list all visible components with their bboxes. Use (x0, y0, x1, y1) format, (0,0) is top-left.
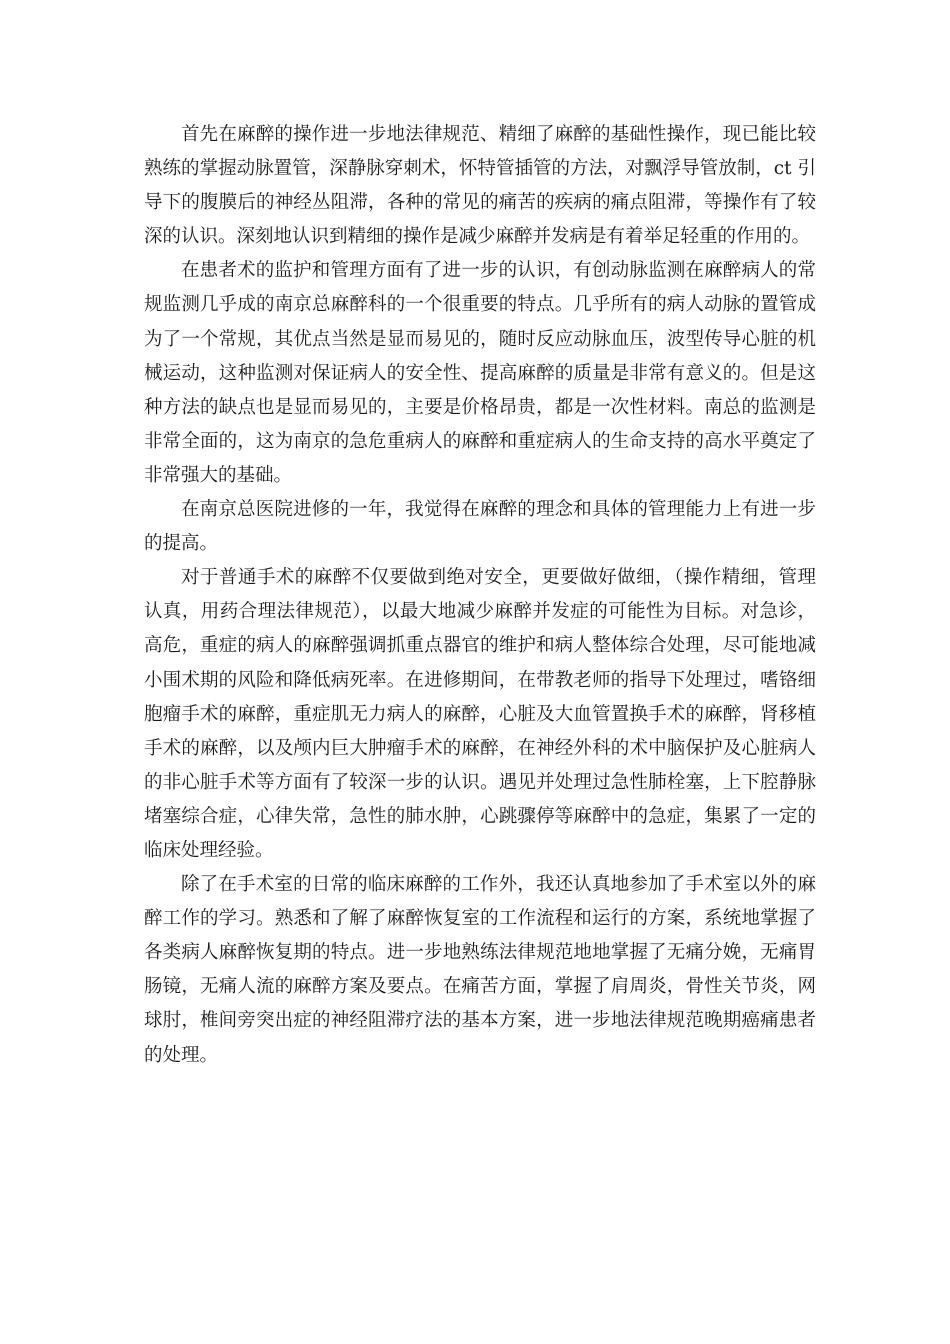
paragraph-4: 对于普通手术的麻醉不仅要做到绝对安全，更要做好做细，（操作精细，管理认真，用药合理法律规范），以最大地减少麻醉并发症的可能性为目标。对急诊，高危，重症的病人的麻醉强调抓重点器官的维护和病人整体综合处理，尽可能地减小围术期的风险和降低病死率。在进修期间，在带教老师的指导下处理过，嗜铬细胞瘤手术的麻醉，重症肌无力病人的麻醉，心脏及大血管置换手术的麻醉，肾移植手术的麻醉，以及颅内巨大肿瘤手术的麻醉，在神经外科的术中脑保护及心脏病人的非心脏手术等方面有了较深一步的认识。遇见并处理过急性肺栓塞，上下腔静脉堵塞综合症，心律失常，急性的肺水肿，心跳骤停等麻醉中的急症，集累了一定的临床处理经验。 (144, 567, 816, 861)
paragraph-5: 除了在手术室的日常的临床麻醉的工作外，我还认真地参加了手术室以外的麻醉工作的学习。熟悉和了解了麻醉恢复室的工作流程和运行的方案，系统地掌握了各类病人麻醉恢复期的特点。进一步地熟练法律规范地地掌握了无痛分娩，无痛胃肠镜，无痛人流的麻醉方案及要点。在痛苦方面，掌握了肩周炎，骨性关节炎，网球肘，椎间旁突出症的神经阻滞疗法的基本方案，进一步地法律规范晚期癌痛患者的处理。 (144, 874, 816, 1066)
paragraph-1: 首先在麻醉的操作进一步地法律规范、精细了麻醉的基础性操作，现已能比较熟练的掌握动脉置管，深静脉穿刺术，怀特管插管的方法，对飘浮导管放制，ct 引导下的腹膜后的神经丛阻滞，各种的常见的痛苦的疾病的痛点阻滞，等操作有了较深的认识。深刻地认识到精细的操作是减少麻醉并发病是有着举足轻重的作用的。 (144, 124, 816, 248)
document-body (144, 118, 816, 1073)
paragraph-3: 在南京总医院进修的一年，我觉得在麻醉的理念和具体的管理能力上有进一步的提高。 (144, 499, 816, 555)
paragraph-2: 在患者术的监护和管理方面有了进一步的认识，有创动脉监测在麻醉病人的常规监测几乎成的南京总麻醉科的一个很重要的特点。几乎所有的病人动脉的置管成为了一个常规，其优点当然是显而易见的，随时反应动脉血压，波型传导心脏的机械运动，这种监测对保证病人的安全性、提高麻醉的质量是非常有意义的。但是这种方法的缺点也是显而易见的，主要是价格昂贵，都是一次性材料。南总的监测是非常全面的，这为南京的急危重病人的麻醉和重症病人的生命支持的高水平奠定了非常强大的基础。 (144, 260, 816, 486)
